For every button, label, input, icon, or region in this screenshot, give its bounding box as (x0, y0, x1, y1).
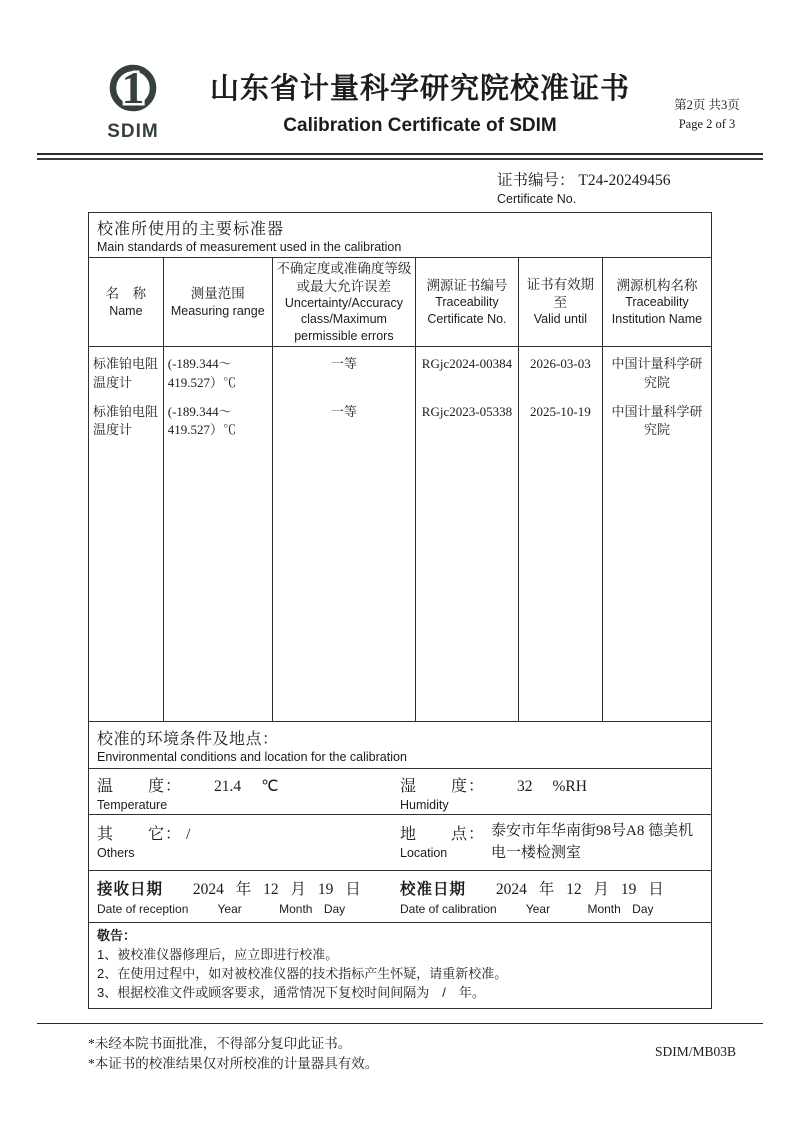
institution-name: 中国计量科学研究院 (602, 346, 711, 394)
traceability-cert-no: RGjc2024-00384 (416, 346, 519, 394)
others-location-box (88, 815, 712, 871)
column-header-traceability-cert: 溯源证书编号 Traceability Certificate No. (416, 258, 519, 347)
location-value: 泰安市年华南街98号A8 德美机电一楼检测室 (491, 823, 694, 861)
temperature-value: 21.4 (214, 778, 242, 796)
standards-table (88, 212, 712, 722)
title-block (188, 60, 652, 137)
page-indicator (652, 96, 762, 135)
empty-table-space (89, 443, 712, 722)
reception-label-zh: 接收日期 (97, 881, 164, 899)
form-code: SDIM/MB03B (654, 1044, 736, 1059)
calibration-label-en: Date of calibration (400, 902, 497, 917)
measuring-range: (-189.344～419.527）℃ (163, 346, 272, 394)
humidity-value: 32 (517, 778, 533, 796)
table-row (89, 346, 712, 394)
notice-title: 敬告： (97, 928, 137, 944)
reception-month: 12 (263, 881, 279, 899)
temperature-unit: ℃ (261, 778, 279, 796)
standard-name: 标准铂电阻温度计 (89, 395, 164, 443)
valid-until-date: 2026-03-03 (518, 346, 602, 394)
valid-until-date: 2025-10-19 (518, 395, 602, 443)
standards-section-title (89, 213, 712, 258)
measuring-range: (-189.344～419.527）℃ (163, 395, 272, 443)
temperature-field (97, 773, 400, 812)
column-header-uncertainty: 不确定度或准确度等级或最大允许误差 Uncertainty/Accuracy class/Maximum permissible errors (272, 258, 415, 347)
logo-text: SDIM (107, 121, 159, 142)
temperature-label-en: Temperature (97, 798, 168, 813)
environment-title-zh: 校准的环境条件及地点： (97, 731, 279, 749)
standard-name: 标准铂电阻温度计 (89, 346, 164, 394)
reception-label-en: Date of reception (97, 902, 189, 917)
institution-name: 中国计量科学研究院 (602, 395, 711, 443)
others-value: / (186, 826, 191, 844)
dates-box (88, 871, 712, 923)
accuracy-class: 一等 (272, 346, 415, 394)
column-header-range: 测量范围 Measuring range (163, 258, 272, 347)
certificate-title-en: Calibration Certificate of SDIM (283, 115, 557, 136)
notice-item: 2、在使用过程中，如对被校准仪器的技术指标产生怀疑，请重新校准。 (97, 965, 508, 981)
certificate-number-label-zh: 证书编号： (497, 172, 575, 189)
footer-divider (37, 1023, 763, 1024)
svg-text:1: 1 (121, 62, 145, 113)
standards-title-zh: 校准所使用的主要标准器 (97, 221, 285, 238)
environment-title-en: Environmental conditions and location for the calibration (97, 750, 407, 765)
column-header-name: 名 称 Name (89, 258, 164, 347)
reception-day: 19 (317, 881, 334, 899)
calibration-day: 19 (620, 881, 637, 899)
sdim-logo (78, 60, 188, 143)
environment-values-box (88, 769, 712, 815)
column-header-institution: 溯源机构名称 Traceability Institution Name (602, 258, 711, 347)
page-indicator-zh: 第2页 共3页 (674, 98, 740, 112)
notice-box (88, 923, 712, 1009)
notice-item: 3、根据校准文件或顾客要求，通常情况下复校时间间隔为 / 年。 (97, 984, 485, 1000)
location-field (400, 821, 703, 865)
calibration-label-zh: 校准日期 (400, 881, 467, 899)
humidity-field (400, 773, 703, 812)
standards-header-row (89, 258, 712, 347)
certificate-number-label-en: Certificate No. (497, 192, 577, 206)
notice-item: 1、被校准仪器修理后，应立即进行校准。 (97, 946, 339, 962)
page-indicator-en: Page 2 of 3 (678, 117, 736, 132)
others-field (97, 821, 400, 865)
document-body (88, 212, 712, 1009)
footer-notes (88, 1034, 712, 1075)
others-label-en: Others (97, 846, 135, 861)
environment-title-box (88, 722, 712, 769)
footer-note: *未经本院书面批准，不得部分复印此证书。 (88, 1035, 352, 1051)
location-label-zh: 地 点： (400, 826, 486, 844)
humidity-label-en: Humidity (400, 798, 449, 813)
humidity-label-zh: 湿 度： (400, 778, 486, 796)
certificate-number: T24-20249456 (578, 172, 671, 189)
footer-note: *本证书的校准结果仅对所校准的计量器具有效。 (88, 1055, 379, 1071)
calibration-date-field: 校准日期 2024 年 12 月 19 日 Date of calibration Year Month Day (400, 881, 664, 917)
calibration-month: 12 (566, 881, 582, 899)
standards-title-en: Main standards of measurement used in the calibration (97, 240, 402, 254)
header-divider (37, 153, 763, 160)
reception-year: 2024 (192, 881, 224, 899)
header (38, 60, 762, 143)
humidity-unit: %RH (552, 778, 587, 796)
location-label-en: Location (400, 846, 448, 861)
certificate-title-zh: 山东省计量科学研究院校准证书 (209, 73, 630, 105)
others-label-zh: 其 它： (97, 826, 183, 844)
reception-date-field: 接收日期 2024 年 12 月 19 日 Date of reception Year Month Day (97, 881, 361, 917)
accuracy-class: 一等 (272, 395, 415, 443)
temperature-label-zh: 温 度： (97, 778, 183, 796)
calibration-year: 2024 (495, 881, 527, 899)
traceability-cert-no: RGjc2023-05338 (416, 395, 519, 443)
certificate-number-block (497, 168, 712, 206)
column-header-valid-until: 证书有效期至 Valid until (518, 258, 602, 347)
table-row (89, 395, 712, 443)
